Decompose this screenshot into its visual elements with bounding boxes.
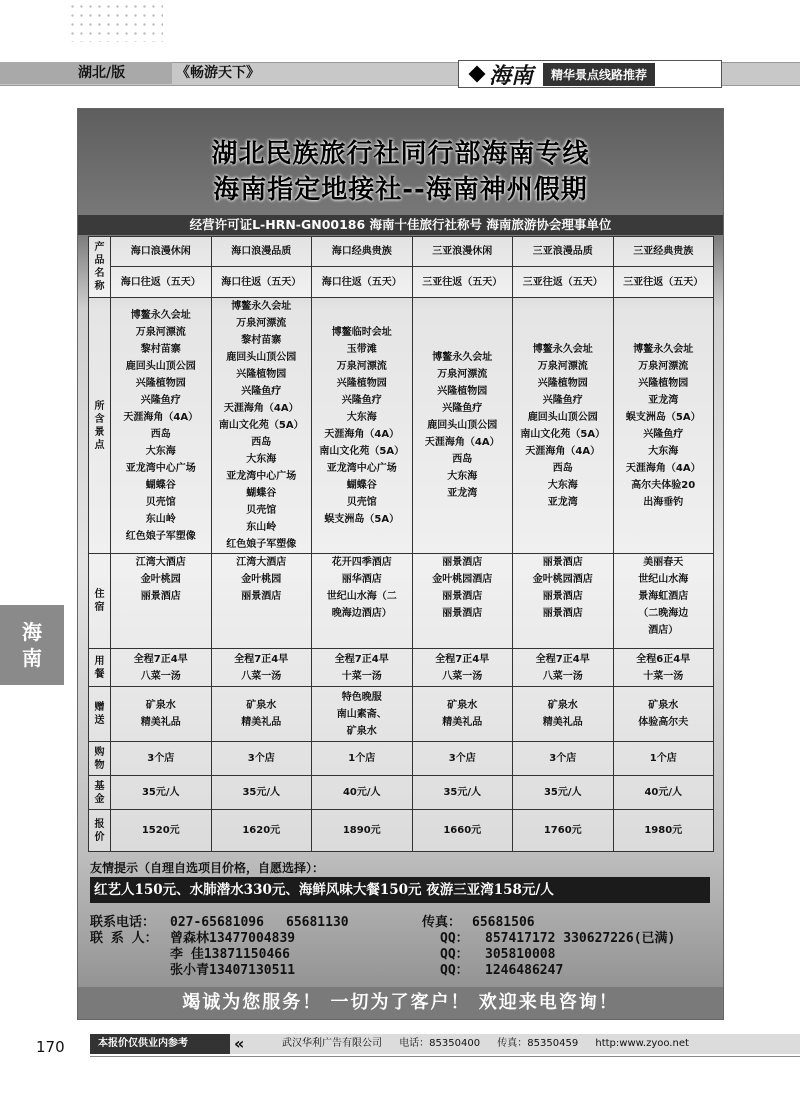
tip-line: 友情提示（自理自选项目价格，自愿选择）： (90, 861, 325, 875)
series-label: 《畅游天下》 (176, 65, 260, 81)
cell-line: 特色晚服 (341, 691, 382, 703)
cell-hotel (111, 554, 212, 649)
cell-line: 美丽春天 (643, 557, 684, 568)
table-row-meal (89, 649, 714, 687)
cell-line: 矿泉水 (648, 700, 679, 711)
cell-name: 海口浪漫休闲 (111, 237, 212, 267)
cell-line: 玉带滩 (346, 343, 377, 355)
cell-meal (312, 649, 413, 687)
cell-gift (412, 687, 513, 742)
chevron-left-icon: « (234, 1034, 245, 1053)
cell-line: 金叶桃园 (241, 574, 282, 585)
cell-line: 博鳌永久会址 (130, 309, 191, 321)
company-website[interactable]: http:www.zyoo.net (595, 1038, 689, 1049)
cell-line: 体验高尔夫 (638, 717, 689, 728)
region-label: 湖北/版 (0, 62, 172, 84)
cell-line: 亚龙湾 (447, 488, 478, 499)
cell-price: 1890元 (312, 810, 413, 852)
cell-hotel (613, 554, 714, 649)
cell-line: 全程7正4早 (133, 653, 188, 665)
cell-route: 海口往返（五天） (111, 267, 212, 298)
cell-line: 世纪山水海（二 (326, 591, 397, 602)
cell-line: 八菜一汤 (442, 670, 483, 682)
cell-line: 天涯海角（4A） (324, 428, 400, 440)
cell-line: 大东海 (547, 479, 578, 491)
cell-line: 天涯海角（4A） (525, 445, 601, 457)
cell-line: 兴隆鱼疗 (442, 403, 483, 414)
row-label: 报价 (89, 810, 111, 852)
cell-line: 兴隆鱼疗 (542, 394, 583, 406)
contact-person: 李 佳13871150466 (170, 947, 290, 962)
footer-rule (90, 1056, 800, 1057)
cell-name: 三亚浪漫品质 (513, 237, 614, 267)
phone-2: 65681130 (286, 915, 349, 930)
cell-line: 万泉河漂流 (537, 360, 588, 372)
cell-gift (211, 687, 312, 742)
cell-line: 八菜一汤 (542, 670, 583, 682)
side-tab (0, 605, 64, 685)
cell-line: 兴隆鱼疗 (341, 394, 382, 406)
decorative-dot-grid (68, 2, 163, 42)
cell-meal (513, 649, 614, 687)
cell-line: 西岛 (251, 437, 272, 448)
cell-name: 三亚经典贵族 (613, 237, 714, 267)
cell-line: 万泉河漂流 (437, 369, 488, 380)
cell-line: 鹿回头山顶公园 (125, 360, 196, 372)
license-line: 经营许可证L-HRN-GN00186 海南十佳旅行社称号 海南旅游协会理事单位 (78, 215, 723, 235)
row-label: 所含景点 (89, 298, 111, 554)
contact-person: 曾森林13477004839 (170, 931, 296, 946)
cell-line: 兴隆植物园 (638, 377, 689, 389)
cell-line: 丽景酒店 (542, 591, 583, 602)
recommend-label: 精华景点线路推荐 (543, 63, 655, 86)
cell-line: 大东海 (246, 454, 277, 465)
cell-line: 亚龙湾 (648, 394, 679, 406)
cell-line: 西岛 (552, 462, 573, 474)
title-line-1: 湖北民族旅行社同行部海南专线 (211, 139, 590, 169)
cell-meal (613, 649, 714, 687)
cell-shopping: 3个店 (111, 742, 212, 776)
qq-number: 305810008 (485, 947, 556, 962)
cell-line: 丽景酒店 (140, 591, 181, 602)
cell-line: 酒店） (648, 625, 679, 636)
cell-price: 1760元 (513, 810, 614, 852)
row-label: 购物 (89, 742, 111, 776)
cell-shopping: 1个店 (312, 742, 413, 776)
row-label: 赠送 (89, 687, 111, 742)
cell-line: 世纪山水海 (638, 574, 689, 585)
phone-label: 联系电话： (90, 915, 156, 930)
cell-line: 天涯海角（4A） (424, 437, 500, 448)
cell-line: 精美礼品 (241, 717, 282, 728)
table-row-fund (89, 776, 714, 810)
cell-line: 红色娘子军塑像 (226, 539, 297, 550)
cell-line: 蜈支洲岛（5A） (324, 513, 400, 525)
cell-line: 南山文化苑（5A） (218, 420, 304, 431)
cell-line: 丽华酒店 (341, 574, 382, 585)
cell-line: 晚海边酒店） (331, 608, 392, 619)
contact-row-3 (90, 963, 715, 979)
cell-line: 景海虹酒店 (638, 591, 689, 602)
qq-label: QQ： (440, 963, 469, 978)
cell-line: 金叶桃园 (140, 574, 181, 585)
cell-line: 江湾大酒店 (135, 557, 186, 568)
destination-name: 海南 (489, 62, 534, 89)
cell-route: 三亚往返（五天） (613, 267, 714, 298)
cell-name: 三亚浪漫休闲 (412, 237, 513, 267)
cell-line: 西岛 (150, 428, 171, 440)
cell-line: 蜈支洲岛（5A） (625, 411, 701, 423)
cell-line: 南山文化苑（5A） (520, 428, 606, 440)
cell-spots (111, 298, 212, 554)
cell-spots (211, 298, 312, 554)
cell-price: 1980元 (613, 810, 714, 852)
fax-number: 65681506 (472, 915, 535, 930)
cell-line: 天涯海角（4A） (123, 411, 199, 423)
cell-spots (513, 298, 614, 554)
cell-line: 丽景酒店 (442, 591, 483, 602)
row-label: 产品名称 (89, 237, 111, 298)
disclaimer: 本报价仅供业内参考 (90, 1034, 230, 1054)
cell-line: 十菜一汤 (643, 670, 684, 682)
cell-line: 花开四季酒店 (331, 557, 392, 568)
cell-line: 兴隆植物园 (135, 377, 186, 389)
cell-line: 兴隆植物园 (437, 386, 488, 397)
cell-meal (211, 649, 312, 687)
table-row-shopping (89, 742, 714, 776)
optional-items-banner: 红艺人150元、水肺潜水330元、海鲜风味大餐150元 夜游三亚湾158元/人 (90, 877, 710, 903)
cell-line: 万泉河漂流 (236, 318, 287, 329)
contact-person: 张小青13407130511 (170, 963, 296, 978)
cell-line: 精美礼品 (442, 717, 483, 728)
table-row-gift (89, 687, 714, 742)
side-tab-char: 南 (22, 646, 42, 670)
cell-shopping: 3个店 (412, 742, 513, 776)
cell-line: 矿泉水 (346, 725, 377, 737)
cell-line: 鹿回头山顶公园 (226, 352, 297, 363)
cell-line: 高尔夫体验20 (631, 479, 696, 491)
cell-line: 全程7正4早 (334, 653, 389, 665)
cell-line: 万泉河漂流 (135, 326, 186, 338)
cell-line: 红色娘子军塑像 (125, 530, 196, 542)
cell-line: 西岛 (452, 454, 473, 465)
cell-line: 博鳌永久会址 (432, 352, 493, 363)
cell-line: 江湾大酒店 (236, 557, 287, 568)
qq-number: 857417172 330627226(已满) (485, 931, 676, 946)
cell-line: 全程6正4早 (636, 653, 691, 665)
cell-line: 天涯海角（4A） (223, 403, 299, 414)
cell-line: 亚龙湾中心广场 (226, 471, 297, 482)
cell-fund: 35元/人 (211, 776, 312, 810)
row-label: 基金 (89, 776, 111, 810)
cell-line: 丽景酒店 (241, 591, 282, 602)
cell-line: 黎村苗寨 (241, 335, 282, 346)
contact-row-2 (90, 947, 715, 963)
table-row-name (89, 237, 714, 267)
side-tab-char: 海 (22, 620, 42, 644)
cell-line: 精美礼品 (140, 717, 181, 728)
cell-line: 贝壳馆 (145, 496, 176, 508)
cell-line: 鹿回头山顶公园 (427, 420, 498, 431)
cell-line: 兴隆鱼疗 (643, 428, 684, 440)
cell-price: 1620元 (211, 810, 312, 852)
cell-line: 贝壳馆 (346, 496, 377, 508)
row-label: 用餐 (89, 649, 111, 687)
cell-hotel (312, 554, 413, 649)
cell-name: 海口浪漫品质 (211, 237, 312, 267)
cell-line: 博鳌临时会址 (331, 326, 392, 338)
cell-line: 出海垂钓 (643, 496, 684, 508)
cell-line: 大东海 (648, 445, 679, 457)
row-label: 住宿 (89, 554, 111, 649)
cell-line: 博鳌永久会址 (231, 301, 292, 312)
cell-line: 金叶桃园酒店 (432, 574, 493, 585)
cell-line: 全程7正4早 (435, 653, 490, 665)
table-row-spots (89, 298, 714, 554)
cell-line: 亚龙湾中心广场 (125, 462, 196, 474)
contact-row-1 (90, 931, 715, 947)
destination-box (458, 60, 722, 88)
cell-line: 南山文化苑（5A） (319, 445, 405, 457)
diamond-icon (469, 66, 486, 83)
cell-shopping: 1个店 (613, 742, 714, 776)
qq-label: QQ： (440, 947, 469, 962)
cell-line: 矿泉水 (145, 700, 176, 711)
cell-hotel (513, 554, 614, 649)
qq-number: 1246486247 (485, 963, 564, 978)
cell-line: 八菜一汤 (140, 670, 181, 682)
qq-label: QQ： (440, 931, 469, 946)
cell-meal (111, 649, 212, 687)
cell-spots (412, 298, 513, 554)
cell-line: 矿泉水 (447, 700, 478, 711)
cell-line: 丽景酒店 (542, 608, 583, 619)
cell-spots (312, 298, 413, 554)
cell-line: 兴隆鱼疗 (241, 386, 282, 397)
cell-line: 丽景酒店 (442, 608, 483, 619)
table-row-route (89, 267, 714, 298)
cell-line: 兴隆鱼疗 (140, 394, 181, 406)
advert-frame (77, 108, 724, 1020)
cell-line: 全程7正4早 (234, 653, 289, 665)
cell-line: 丽景酒店 (442, 557, 483, 568)
cell-meal (412, 649, 513, 687)
cell-price: 1520元 (111, 810, 212, 852)
cell-fund: 35元/人 (513, 776, 614, 810)
fax-label: 传真： (422, 915, 462, 930)
title-line-2: 海南指定地接社--海南神州假期 (213, 175, 588, 205)
company-fax: 传真：85350459 (497, 1038, 579, 1049)
cell-line: 兴隆植物园 (537, 377, 588, 389)
cell-line: 蝴蝶谷 (145, 479, 176, 491)
cell-price: 1660元 (412, 810, 513, 852)
cell-line: 东山岭 (145, 513, 176, 525)
itinerary-table-wrap (88, 236, 714, 852)
cell-route: 三亚往返（五天） (412, 267, 513, 298)
itinerary-table (88, 236, 714, 852)
cell-gift (312, 687, 413, 742)
cell-gift (111, 687, 212, 742)
cell-line: 博鳌永久会址 (633, 343, 694, 355)
cell-line: 大东海 (145, 445, 176, 457)
cell-line: 万泉河漂流 (336, 360, 387, 372)
cell-line: 博鳌永久会址 (532, 343, 593, 355)
cell-line: 矿泉水 (246, 700, 277, 711)
cell-line: 大东海 (447, 471, 478, 482)
cell-hotel (211, 554, 312, 649)
cell-line: 黎村苗寨 (140, 343, 181, 355)
cell-line: 大东海 (346, 411, 377, 423)
company-phone: 电话：85350400 (399, 1038, 481, 1049)
person-label: 联 系 人： (90, 931, 158, 946)
cell-line: 东山岭 (246, 522, 277, 533)
cell-line: 精美礼品 (542, 717, 583, 728)
cell-line: 天涯海角（4A） (625, 462, 701, 474)
cell-fund: 40元/人 (312, 776, 413, 810)
cell-line: 南山素斋、 (336, 708, 387, 720)
cell-line: 蝴蝶谷 (246, 488, 277, 499)
cell-line: 全程7正4早 (535, 653, 590, 665)
cell-line: 兴隆植物园 (336, 377, 387, 389)
cell-line: 八菜一汤 (241, 670, 282, 682)
table-row-price (89, 810, 714, 852)
contact-row-phone (90, 915, 715, 931)
cell-route: 海口往返（五天） (312, 267, 413, 298)
cell-spots (613, 298, 714, 554)
cell-line: 金叶桃园酒店 (532, 574, 593, 585)
phone-1: 027-65681096 (170, 915, 264, 930)
slogan-banner: 竭诚为您服务！ 一切为了客户！ 欢迎来电咨询！ (78, 987, 723, 1019)
cell-fund: 35元/人 (412, 776, 513, 810)
company-name: 武汉华利广告有限公司 (282, 1038, 382, 1049)
cell-line: 万泉河漂流 (638, 360, 689, 372)
cell-fund: 40元/人 (613, 776, 714, 810)
cell-hotel (412, 554, 513, 649)
cell-route: 三亚往返（五天） (513, 267, 614, 298)
page-number: 170 (36, 1038, 65, 1056)
cell-gift (513, 687, 614, 742)
cell-line: 丽景酒店 (542, 557, 583, 568)
cell-line: 贝壳馆 (246, 505, 277, 516)
footer-bar (90, 1034, 800, 1054)
cell-shopping: 3个店 (513, 742, 614, 776)
cell-line: 十菜一汤 (341, 670, 382, 682)
footer-info (282, 1034, 703, 1054)
cell-line: 兴隆植物园 (236, 369, 287, 380)
cell-line: 亚龙湾 (547, 496, 578, 508)
cell-fund: 35元/人 (111, 776, 212, 810)
table-row-hotel (89, 554, 714, 649)
cell-line: （二晚海边 (638, 608, 689, 619)
cell-route: 海口往返（五天） (211, 267, 312, 298)
cell-gift (613, 687, 714, 742)
cell-line: 矿泉水 (547, 700, 578, 711)
cell-line: 蝴蝶谷 (346, 479, 377, 491)
cell-shopping: 3个店 (211, 742, 312, 776)
cell-line: 鹿回头山顶公园 (527, 411, 598, 423)
cell-name: 海口经典贵族 (312, 237, 413, 267)
cell-line: 亚龙湾中心广场 (326, 462, 397, 474)
